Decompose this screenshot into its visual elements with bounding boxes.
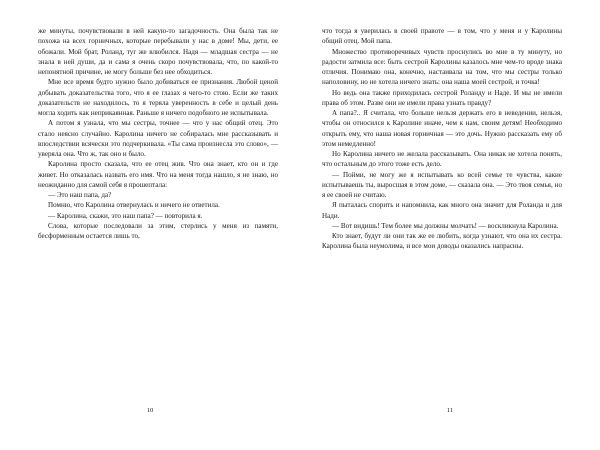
- paragraph: Я пыталась спорить и напомнила, как много она значит для Роланда и для Нади.: [322, 201, 562, 220]
- paragraph: А папа?.. Я считала, что больше нельзя держать его в неведении, нельзя, чтобы он относился к Каролине иначе, чем к нам, своим детям! Необходимо открыть ему, что наша новая горничная — это дочь. Нужно рассказать ему об этом немедленно!: [322, 109, 562, 148]
- paragraph: Кто знает, будут ли они так же ее любить, когда узнают, что она их сестра. Каролина была неумолима, и все мои доводы оказались напрасны.: [322, 232, 562, 251]
- paragraph: же минуты, почувствовали в ней какую-то загадочность. Она была так не похожа на всех горничных, которые перебывали у нас в доме! Мы, дети, ее обожали. Мой брат, Роланд, туг же влюбился. Надя — младшая сестра — не знала в ней души, да и сама я очень скоро почувствовала, что, по какой-то непонятной причине, не могу больше без нее обходиться.: [38, 27, 278, 76]
- paragraph: — Вот видишь! Тем более мы должны молчать! — воскликнула Каролина.: [332, 221, 559, 230]
- right-page: [300, 0, 600, 450]
- page-number: 10: [146, 407, 154, 414]
- left-page-text-column: [38, 26, 278, 241]
- paragraph: — Это наш папа, да?: [48, 191, 112, 199]
- right-page-text-column: [322, 26, 562, 252]
- paragraph: Множество противоречивых чувств проснулись во мне в ту минуту, но радости затмила все: быть сестрой Каролины казалось мне чем-то вроде знака отличия. Понимаю она, конечно, настаивала на том, что мы сестры только наполовину, но не хотела ничего знать: она наша моей сестрой, и точка!: [322, 47, 562, 87]
- paragraph: А потом я узнала, что мы сестры, точнее — что у нас общий отец. Это стало неясно случайно. Каролина ничего не собиралась мне рассказывать и впоследствии всячески это подчеркивала. «Ты сама произнесла это слово», — уверяла она. Что ж, так оно и было.: [38, 119, 278, 158]
- paragraph: — Пойми, не могу же я испытывать ко всей семье те чувства, какие испытываешь ты, выросшая в этом доме, — сказала она. — Это твоя семья, но я ее своей не считаю.: [322, 170, 562, 199]
- paragraph: — Каролина, скажи, это наш папа? — повторила я.: [48, 211, 203, 220]
- paragraph: Мне все время будто нужно было добиваться ее признания. Любой ценой добывать доказательства того, что я ее глазах я чего-то стою. Если же таких доказательств не находилось, то я теряла уверенность в себе и целый день могла ходить как неприкаянная. Раньше я ничего подобного не испытывала.: [38, 78, 278, 117]
- paragraph: Но Каролина ничего не желала рассказывать. Она никак не хотела понять, что остальным до этого тоже есть дело.: [322, 150, 562, 169]
- paragraph: Но ведь она также приходилась сестрой Роланду и Наде. И мы не имели права об этом. Разве они не имели права узнать правду?: [322, 88, 562, 107]
- paragraph: Каролина просто сказала, что ее отец жив. Что она знает, кто он и где живет. Но отказалась назвать его имя. Что на меня тогда нашло, я не знаю, но неожиданно для самой себя я прошептала:: [38, 160, 278, 189]
- paragraph: Помню, что Каролина отвернулась и ничего не ответила.: [48, 201, 220, 210]
- paragraph: что тогда я уверилась в своей правоте — в том, что у меня и у Каролины общий отец. Мой папа.: [322, 27, 562, 46]
- page-number: 11: [446, 407, 454, 414]
- paragraph: Слова, которые последовали за этим, стерлись у меня из памяти, бесформенным остается лишь то,: [38, 221, 278, 240]
